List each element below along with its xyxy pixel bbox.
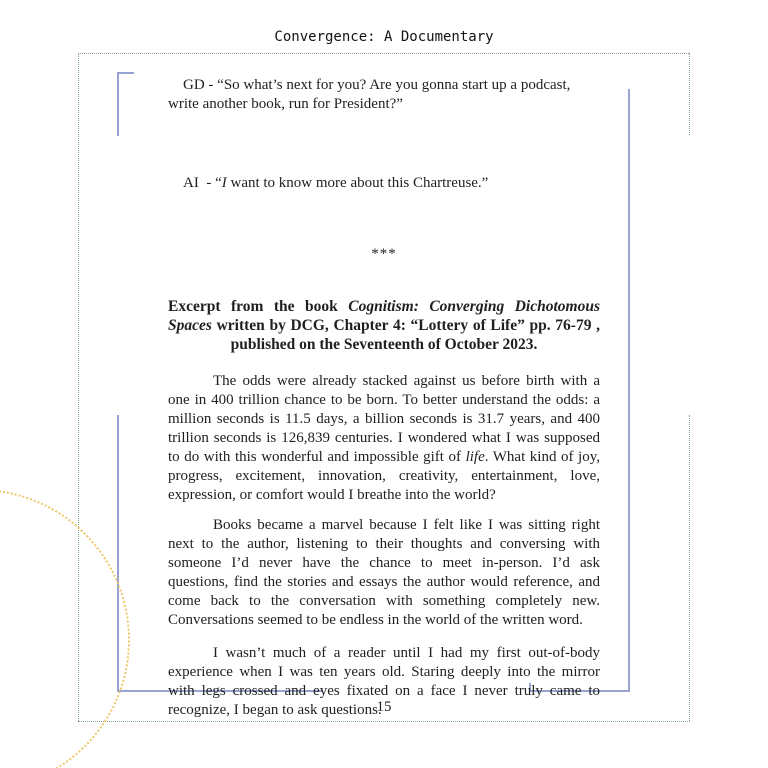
inner-border-top-left-bracket [118, 72, 134, 74]
document-header-title: Convergence: A Documentary [274, 29, 494, 45]
paragraph-odds-of-birth [168, 372, 600, 505]
paragraph-reader-mirror: I wasn’t much of a reader until I had my first out-of-body experience when I was ten years old. Staring deeply into the mirror with legs crossed and eyes fixated on a face I never truly came to recognize, I began to ask questions. [168, 645, 600, 718]
outer-dotted-border-right-lower [689, 415, 690, 721]
paragraph-odds-italic-word: life [465, 449, 485, 465]
document-page-body [168, 50, 600, 720]
section-separator-asterisks: *** [371, 246, 397, 262]
dialogue-ai-prefix: AI - “ [183, 175, 222, 191]
dialogue-ai-italic-word: I [221, 175, 227, 191]
dialogue-ai-suffix: want to know more about this Chartreuse.” [226, 175, 489, 191]
excerpt-book-title: Cognitism: Converging Dichotomous Spaces [168, 298, 600, 334]
page-number: 15 [376, 699, 392, 715]
decorative-dotted-circle-arc [0, 489, 130, 768]
dialogue-line-gd [168, 57, 600, 133]
inner-border-right-segment [628, 89, 630, 692]
outer-dotted-border-right-upper [689, 53, 690, 135]
paragraph-odds-part2: . What kind of joy, progress, excitement, innovation, creativity, entertainment, love, expression, or comfort would I breathe into the world? [168, 449, 600, 503]
excerpt-heading [168, 297, 600, 354]
excerpt-heading-part1: Excerpt from the book [168, 298, 349, 315]
inner-border-left-upper-segment [117, 72, 119, 136]
paragraph-odds-part1: The odds were already stacked against us before birth with a one in 400 trillion chance to be born. To better understand the odds: a million seconds is 11.5 days, a billion seconds is 31.7 years, and 400 trillion seconds is 126,839 centuries. I wondered what I was supposed to do with this wonderful and impossible gift of [168, 373, 600, 465]
outer-dotted-border-bottom [78, 721, 690, 722]
excerpt-heading-part2: written by DCG, Chapter 4: “Lottery of Life” pp. 76-79 , published on the Seventeenth of October 2023. [211, 317, 600, 353]
dialogue-gd-text: GD - “So what’s next for you? Are you gonna start up a podcast, write another book, run for President?” [168, 77, 575, 112]
paragraph-books-marvel: Books became a marvel because I felt like I was sitting right next to the author, listening to their thoughts and conversing with someone I’d never have the chance to meet in-person. I’d ask questions, find the stories and essays the author would reference, and come back to the conversation with something completely new. Conversations seemed to be endless in the world of the written word. [168, 517, 600, 628]
dialogue-line-ai [168, 155, 600, 212]
